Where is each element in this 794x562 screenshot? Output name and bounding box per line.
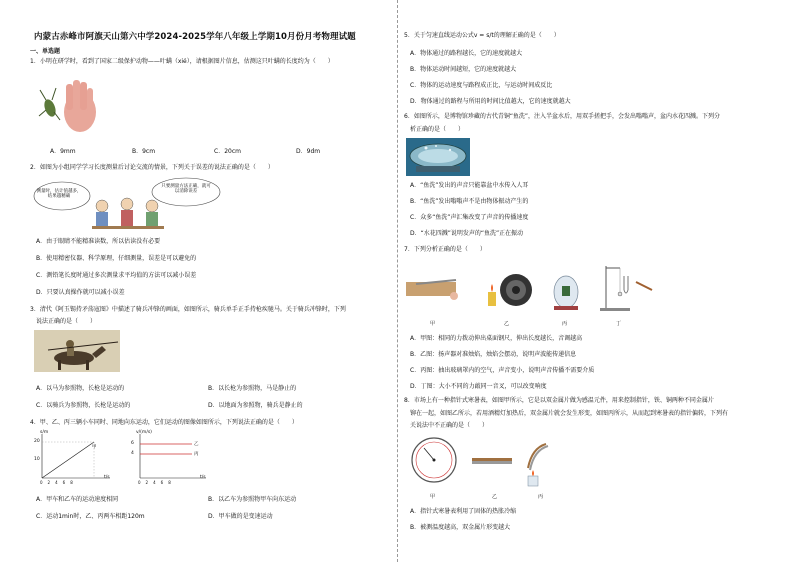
q8-thermometer-images bbox=[410, 434, 570, 490]
exam-title: 内蒙古赤峰市阿旗天山第六中学2024-2025学年八年级上学期10月份月考物理试题 bbox=[34, 32, 356, 42]
q3-option-c: C．以骑兵为参照物，长枪是运动的 bbox=[36, 402, 131, 409]
q7-experiment-images bbox=[406, 262, 656, 316]
q6-stem-line1: 6．如图所示，是博物馆珍藏的古代青铜“鱼洗”，注入半盆水后，用双手搓把手，会发出嗡嗡声，盆内水花四溅。下列分 bbox=[404, 113, 721, 120]
q8-label-jia: 甲 bbox=[430, 494, 436, 500]
q2-option-b: B．使用精密仪器、科学原理，仔细测量，误差是可以避免的 bbox=[36, 255, 197, 262]
q2-stem: 2．如图为小组同学学习长度测量后讨论交流的情景，下列关于误差的说法正确的是（ ） bbox=[30, 164, 274, 171]
q4-option-b: B．以乙车为参照物甲车向东运动 bbox=[208, 496, 297, 503]
q7-option-d: D．丁图：大小不同的力敲同一音叉，可以改变响度 bbox=[410, 383, 547, 390]
q3-option-d: D．以地面为参照物，骑兵是静止的 bbox=[208, 402, 303, 409]
q3-cavalry-painting bbox=[34, 330, 120, 372]
q4-chart2-ylabel: v/(m/s) bbox=[136, 430, 152, 435]
q4-chart2-ytick: 4 bbox=[131, 451, 134, 456]
q5-option-c: C．物体的运动速度与路程成正比，与运动时间成反比 bbox=[410, 82, 553, 89]
q6-option-d: D．“水花四溅”说明发声的“鱼洗”正在振动 bbox=[410, 230, 524, 237]
q8-label-bing: 丙 bbox=[538, 494, 544, 500]
section-heading: 一、单选题 bbox=[30, 48, 61, 55]
q7-option-b: B．乙图：扬声器对准烛焰，烛焰会摆动，说明声波能传递信息 bbox=[410, 351, 577, 358]
q7-option-a: A．甲图：相同的力拨动伸出桌面钢尺，伸出长度越长，音调越高 bbox=[410, 335, 583, 342]
q6-option-b: B．“鱼洗”发出嗡嗡声不是由物体振动产生的 bbox=[410, 198, 529, 205]
q7-stem: 7．下列分析正确的是（ ） bbox=[404, 246, 486, 253]
q8-stem-line3: 关说法中不正确的是（ ） bbox=[410, 422, 489, 429]
q4-chart1-ytick: 20 bbox=[34, 439, 40, 444]
q8-option-b: B．被测温度越高，双金属片形变越大 bbox=[410, 524, 511, 531]
q5-option-d: D．物体通过的路程与所用的时间比值越大，它的速度就越大 bbox=[410, 98, 571, 105]
q4-chart1-series-label: 甲 bbox=[92, 445, 97, 450]
q2-option-d: D．只要认真操作就可以减小误差 bbox=[36, 289, 125, 296]
q1-option-a: A．9mm bbox=[50, 148, 76, 155]
q8-option-a: A．指针式寒暑表利用了固体的热胀冷缩 bbox=[410, 508, 517, 515]
q2-bubble-left: 测量时，估计值越多，结果越精确 bbox=[36, 189, 82, 199]
q1-option-c: C．20cm bbox=[214, 148, 241, 155]
q5-option-a: A．物体通过的路程越长，它的速度就越大 bbox=[410, 50, 523, 57]
q2-bubble-right: 只要测量方法正确，就可以消除误差 bbox=[161, 184, 211, 194]
q4-stem: 4．甲、乙、丙三辆小车同时、同地向东运动，它们运动的图像如图所示，下列说法正确的是（ ） bbox=[30, 419, 298, 426]
q6-option-a: A．“鱼洗”发出的声音只能靠盆中水传入人耳 bbox=[410, 182, 529, 189]
q7-label-yi: 乙 bbox=[504, 321, 510, 327]
left-column bbox=[22, 0, 394, 562]
q4-option-a: A．甲车和乙车的运动速度相同 bbox=[36, 496, 119, 503]
q1-option-b: B．9cm bbox=[132, 148, 156, 155]
q1-stem: 1．小明在研学时，看到了国家二级保护动物——叶螨（xié），请根据图片信息，估测这只叶螨的长度约为（ ） bbox=[30, 58, 334, 65]
q4-option-d: D．甲车做的是变速运动 bbox=[208, 513, 273, 520]
q7-label-jia: 甲 bbox=[430, 321, 436, 327]
q4-chart1-ytick: 10 bbox=[34, 457, 40, 462]
q3-stem-line1: 3．清代《阿玉锡持矛荡寇图》中描述了骑兵冲锋的画面，如图所示，骑兵单手正手持枪疾驰马。关于骑兵冲锋时，下列 bbox=[30, 306, 346, 313]
right-column bbox=[404, 0, 776, 562]
q6-fish-basin-image bbox=[406, 138, 470, 176]
q4-chart2-series-label: 乙 bbox=[194, 442, 199, 447]
q7-label-bing: 丙 bbox=[562, 321, 568, 327]
q8-label-yi: 乙 bbox=[492, 494, 498, 500]
q7-option-c: C．丙图：抽出玻璃罩内的空气，声音变小，说明声音传播不需要介质 bbox=[410, 367, 595, 374]
q3-option-b: B．以长枪为参照物，马是静止的 bbox=[208, 385, 297, 392]
q5-stem: 5．关于匀速直线运动公式v = s/t的理解正确的是（ ） bbox=[404, 32, 560, 39]
q4-chart2-series-label: 丙 bbox=[194, 452, 199, 457]
q1-hand-insect-image bbox=[38, 76, 102, 134]
q3-stem-line2: 说法正确的是（ ） bbox=[36, 318, 97, 325]
q2-option-c: C．测铅笔长度时通过多次测量求平均值的方法可以减小误差 bbox=[36, 272, 197, 279]
q4-chart-st bbox=[32, 430, 114, 486]
q1-option-d: D．9dm bbox=[296, 148, 321, 155]
q4-chart2-xlabel: t/s bbox=[200, 475, 206, 480]
q7-label-ding: 丁 bbox=[616, 321, 622, 327]
q3-option-a: A．以马为参照物，长枪是运动的 bbox=[36, 385, 125, 392]
q8-stem-line2: 铆在一起，如图乙所示，若用酒精灯加热后，双金属片就会发生形变，如图丙所示，从而起到寒暑表的指针偏转，下列有 bbox=[410, 410, 729, 417]
q6-option-c: C．众多“鱼洗”声汇集改变了声音的传播速度 bbox=[410, 214, 529, 221]
q5-option-b: B．物体运动时间越短，它的速度就越大 bbox=[410, 66, 517, 73]
q2-option-a: A．由于眼睛不能精准读数，所以估读没有必要 bbox=[36, 238, 161, 245]
q4-chart2-xticks: 02468 bbox=[138, 480, 176, 485]
q8-stem-line1: 8．市场上有一种指针式寒暑表，如图甲所示，它是以双金属片做为感温元件，用来控制指针，铁、铜两种不同金属片 bbox=[404, 397, 714, 404]
q6-stem-line2: 析正确的是（ ） bbox=[410, 126, 465, 133]
q4-chart1-xticks: 02468 bbox=[40, 480, 78, 485]
q4-chart1-ylabel: s/m bbox=[40, 430, 49, 435]
column-divider bbox=[397, 0, 398, 562]
q4-chart2-ytick: 6 bbox=[131, 441, 134, 446]
q4-chart1-xlabel: t/s bbox=[104, 475, 110, 480]
q4-option-c: C．运动1min时，乙、丙两车相距120m bbox=[36, 513, 145, 520]
